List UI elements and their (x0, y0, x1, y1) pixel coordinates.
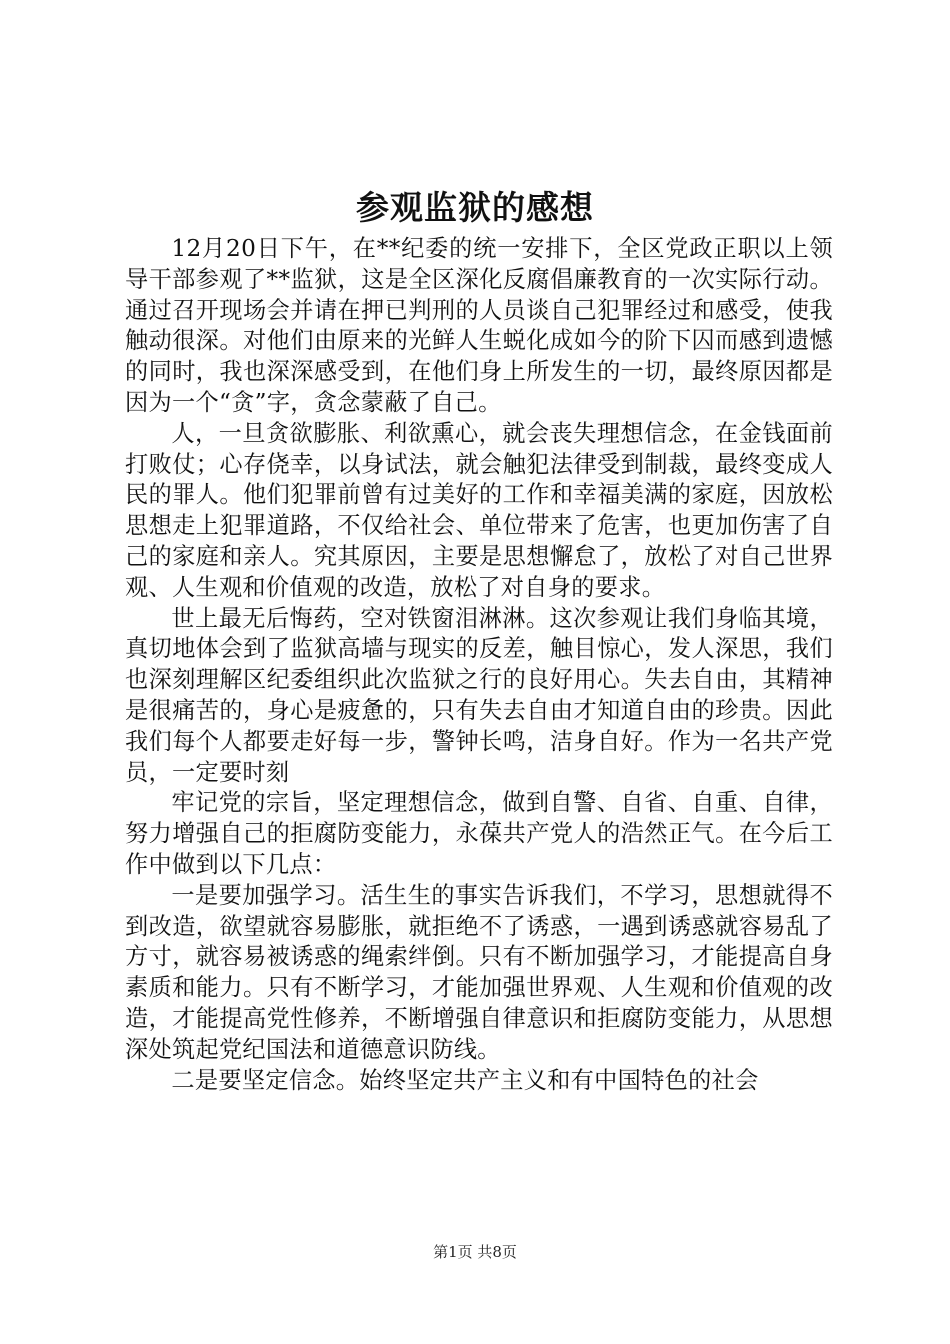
paragraph: 一是要加强学习。活生生的事实告诉我们，不学习，思想就得不到改造，欲望就容易膨胀，就拒绝不了诱惑，一遇到诱惑就容易乱了方寸，就容易被诱惑的绳索绊倒。只有不断加强学习，才能提高自身素质和能力。只有不断学习，才能加强世界观、人生观和价值观的改造，才能提高党性修养，不断增强自律意识和拒腐防变能力，从思想深处筑起党纪国法和道德意识防线。 (125, 881, 833, 1063)
document-title: 参观监狱的感想 (356, 188, 594, 227)
paragraph: 世上最无后悔药，空对铁窗泪淋淋。这次参观让我们身临其境，真切地体会到了监狱高墙与现实的反差，触目惊心，发人深思，我们也深刻理解区纪委组织此次监狱之行的良好用心。失去自由，其精神是很痛苦的，身心是疲惫的，只有失去自由才知道自由的珍贵。因此我们每个人都要走好每一步，警钟长鸣，洁身自好。作为一名共产党员，一定要时刻 (125, 604, 833, 786)
paragraph: 人，一旦贪欲膨胀、利欲熏心，就会丧失理想信念，在金钱面前打败仗；心存侥幸，以身试法，就会触犯法律受到制裁，最终变成人民的罪人。他们犯罪前曾有过美好的工作和幸福美满的家庭，因放松思想走上犯罪道路，不仅给社会、单位带来了危害，也更加伤害了自己的家庭和亲人。究其原因，主要是思想懈怠了，放松了对自己世界观、人生观和价值观的改造，放松了对自身的要求。 (125, 419, 833, 601)
paragraph: 牢记党的宗旨，坚定理想信念，做到自警、自省、自重、自律，努力增强自己的拒腐防变能力，永葆共产党人的浩然正气。在今后工作中做到以下几点： (125, 789, 833, 878)
document-body (125, 234, 833, 1096)
page-footer: 第1页 共8页 (433, 1243, 517, 1261)
paragraph: 二是要坚定信念。始终坚定共产主义和有中国特色的社会 (171, 1066, 759, 1094)
paragraph: 12月20日下午，在**纪委的统一安排下，全区党政正职以上领导干部参观了**监狱，这是全区深化反腐倡廉教育的一次实际行动。通过召开现场会并请在押已判刑的人员谈自己犯罪经过和感受，使我触动很深。对他们由原来的光鲜人生蜕化成如今的阶下囚而感到遗憾的同时，我也深深感受到，在他们身上所发生的一切，最终原因都是因为一个“贪”字，贪念蒙蔽了自己。 (125, 235, 833, 416)
